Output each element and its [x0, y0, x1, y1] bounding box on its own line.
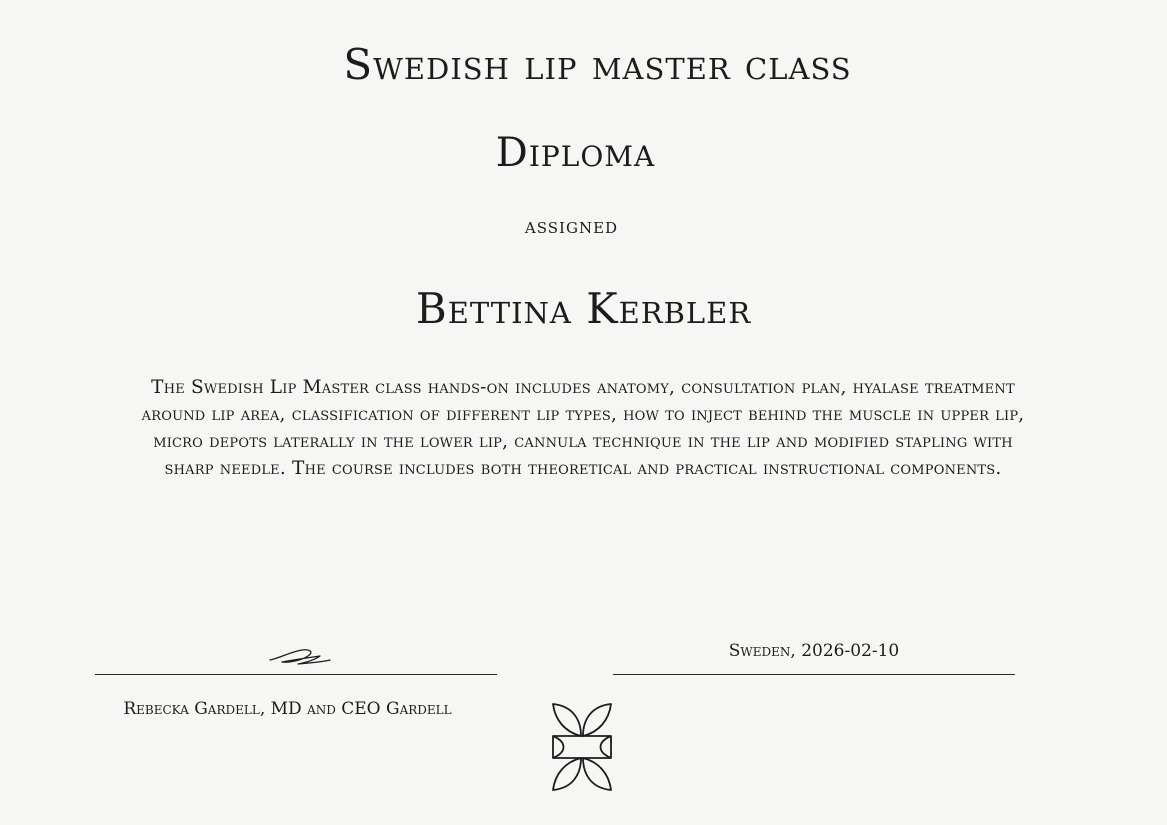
document-type-heading: Diploma [495, 130, 656, 176]
assigned-label: assigned [524, 214, 619, 238]
leaf-logo-icon [549, 702, 615, 792]
date-line [613, 674, 1015, 675]
signature-icon [268, 646, 334, 668]
signature-line [95, 674, 497, 675]
course-description: The Swedish Lip Master class hands-on includes anatomy, consultation plan, hyalase treatment around lip area, classification of different lip types, how to inject behind the muscle in upper lip, micro depots laterally in the lower lip, cannula technique in the lip and modified stapling with sharp needle. The course includes both theoretical and practical instructional components. [141, 377, 1025, 479]
place-date: Sweden, 2026-02-10 [728, 641, 900, 661]
course-title: Swedish lip master class [343, 40, 852, 89]
signer-name: Rebecka Gardell, MD and CEO Gardell [123, 699, 452, 719]
recipient-name: Bettina Kerbler [415, 284, 752, 333]
